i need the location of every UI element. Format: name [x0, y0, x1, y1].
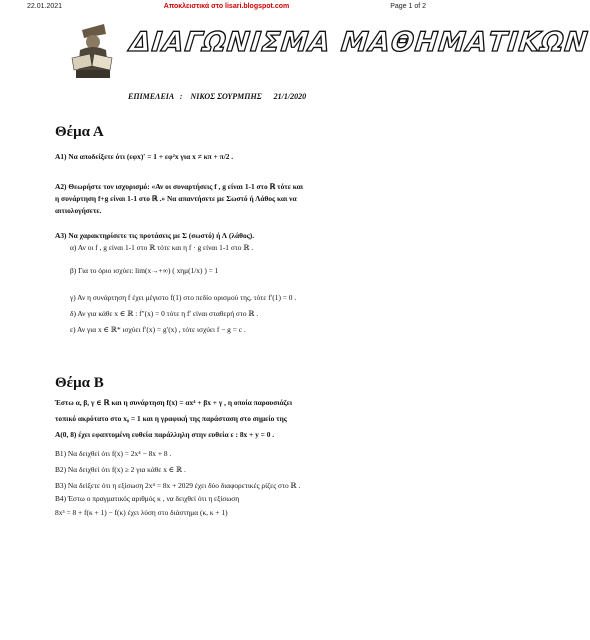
banner-title: ΔΙΑΓΩΝΙΣΜΑ ΜΑΘΗΜΑΤΙΚΩΝ [128, 27, 590, 58]
question-a1: Α1) Να αποδείξετε ότι (εφx)′ = 1 + εφ²x για x ≠ κπ + π/2 . [55, 152, 234, 161]
header-site-link[interactable]: Αποκλειστικά στο lisari.blogspot.com [163, 3, 290, 10]
question-b4-line-2: 8x³ = 8 + f(κ + 1) − f(κ) έχει λύση στο διάστημα (κ, κ + 1) [55, 508, 228, 517]
statement-e: ε) Αν για x ∈ ℝ* ισχύει f′(x) = g′(x) , τότε ισχύει f − g = c . [70, 325, 246, 334]
header-date: 22.01.2021 [27, 3, 63, 10]
statement-c: γ) Αν η συνάρτηση f έχει μέγιστο f(1) στο πεδίο ορισμού της, τότε f′(1) = 0 . [70, 293, 297, 302]
theme-a-title: Θέμα Α [55, 124, 104, 140]
question-b1: Β1) Να δειχθεί ότι f(x) = 2x⁴ − 8x + 8 . [55, 449, 172, 458]
statement-d: δ) Αν για κάθε x ∈ ℝ : f″(x) = 0 τότε η f′ είναι σταθερή στο ℝ . [70, 309, 259, 318]
scholar-reading-logo [68, 20, 118, 80]
statement-a: α) Αν οι f , g είναι 1-1 στο ℝ τότε και η f · g είναι 1-1 στο ℝ . [70, 243, 254, 252]
question-a2-line-2: η συνάρτηση f+g είναι 1-1 στο ℝ .» Να απαντήσετε με Σωστό ή Λάθος και να [55, 194, 297, 203]
question-b2: Β2) Να δειχθεί ότι f(x) ≥ 2 για κάθε x ∈ ℝ . [55, 465, 186, 474]
byline: ΕΠΙΜΕΛΕΙΑ : ΝΙΚΟΣ ΣΟΥΡΜΠΗΣ 21/1/2020 [128, 92, 307, 101]
header-page-number: Page 1 of 2 [390, 3, 426, 10]
statement-b: β) Για το όριο ισχύει: lim(x→+∞) ( xημ(1/x) ) = 1 [70, 266, 219, 275]
theme-b-title: Θέμα Β [55, 375, 104, 391]
theme-b-intro-line-1: Έστω α, β, γ ∈ ℝ και η συνάρτηση f(x) = αx⁴ + βx + γ , η οποία παρουσιάζει [55, 398, 293, 407]
page-header [0, 3, 453, 15]
question-b4-line-1: Β4) Έστω ο πραγματικός αριθμός κ , να δειχθεί ότι η εξίσωση [55, 494, 240, 503]
theme-b-intro-line-2: τοπικό ακρότατο στο x₀ = 1 και η γραφική της παράσταση στο σημείο της [55, 414, 287, 423]
question-a2-line-1: Α2) Θεωρήστε τον ισχυρισμό: «Αν οι συναρτήσεις f , g είναι 1-1 στο ℝ τότε και [55, 182, 304, 191]
question-a2-line-3: αιτιολογήσετε. [55, 206, 102, 215]
theme-b-intro-line-3: Α(0, 8) έχει εφαπτομένη ευθεία παράλληλη στην ευθεία ε : 8x + y = 0 . [55, 430, 275, 439]
question-b3: Β3) Να δείξετε ότι η εξίσωση 2x⁴ = 8x + 2029 έχει δύο διαφορετικές ρίζες στο ℝ . [55, 481, 301, 490]
question-a3: Α3) Να χαρακτηρίσετε τις προτάσεις με Σ (σωστό) ή Λ (λάθος). [55, 231, 255, 240]
